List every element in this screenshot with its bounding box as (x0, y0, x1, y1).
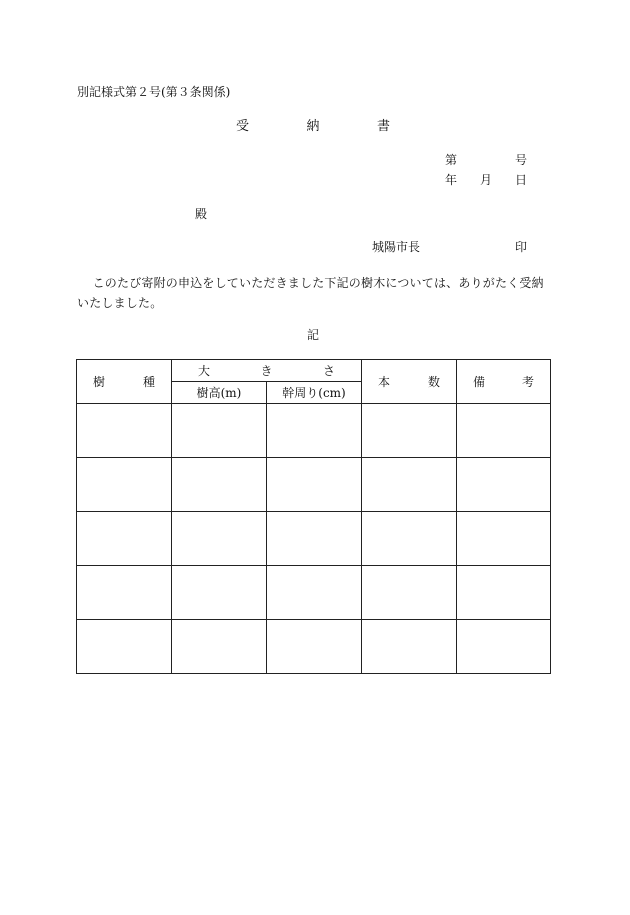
cell-girth (267, 512, 362, 566)
header-size: 大 き さ (172, 360, 362, 382)
record-heading: 記 (307, 328, 320, 342)
cell-height (172, 404, 267, 458)
document-number-line (445, 152, 527, 168)
date-day-label: 日 (514, 173, 527, 187)
cell-count (362, 458, 457, 512)
cell-species (77, 404, 172, 458)
table-header-row (77, 360, 551, 382)
header-height: 樹高(m) (172, 382, 267, 404)
body-text: このたび寄附の申込をしていただきました下記の樹木については、ありがたく受納いたしました。 (77, 276, 544, 310)
cell-girth (267, 620, 362, 674)
header-species: 樹 種 (77, 360, 172, 404)
table-row (77, 566, 551, 620)
date-month-label: 月 (479, 173, 492, 187)
title-char: 書 (376, 119, 390, 134)
issuer-name: 城陽市長 (372, 240, 421, 254)
document-title (236, 119, 390, 135)
tree-record-table (76, 359, 551, 674)
cell-count (362, 620, 457, 674)
date-year-label: 年 (445, 173, 458, 187)
cell-height (172, 512, 267, 566)
cell-count (362, 512, 457, 566)
seal-mark: 印 (515, 240, 528, 254)
addressee-suffix: 殿 (195, 207, 208, 221)
cell-species (77, 566, 172, 620)
cell-count (362, 566, 457, 620)
table-row (77, 620, 551, 674)
date-line (445, 172, 527, 188)
header-girth: 幹周り(cm) (267, 382, 362, 404)
cell-remarks (457, 512, 551, 566)
cell-height (172, 620, 267, 674)
form-label: 別記様式第２号(第３条関係) (77, 85, 231, 99)
cell-height (172, 458, 267, 512)
header-remarks: 備 考 (457, 360, 551, 404)
cell-remarks (457, 458, 551, 512)
cell-girth (267, 404, 362, 458)
cell-height (172, 566, 267, 620)
table-row (77, 512, 551, 566)
cell-species (77, 620, 172, 674)
cell-species (77, 458, 172, 512)
table-row (77, 458, 551, 512)
cell-girth (267, 566, 362, 620)
number-prefix: 第 (445, 153, 458, 167)
cell-species (77, 512, 172, 566)
cell-girth (267, 458, 362, 512)
cell-count (362, 404, 457, 458)
number-suffix: 号 (514, 153, 527, 167)
cell-remarks (457, 566, 551, 620)
header-count: 本 数 (362, 360, 457, 404)
title-char: 納 (306, 119, 320, 134)
cell-remarks (457, 404, 551, 458)
title-char: 受 (236, 119, 250, 134)
table-row (77, 404, 551, 458)
cell-remarks (457, 620, 551, 674)
